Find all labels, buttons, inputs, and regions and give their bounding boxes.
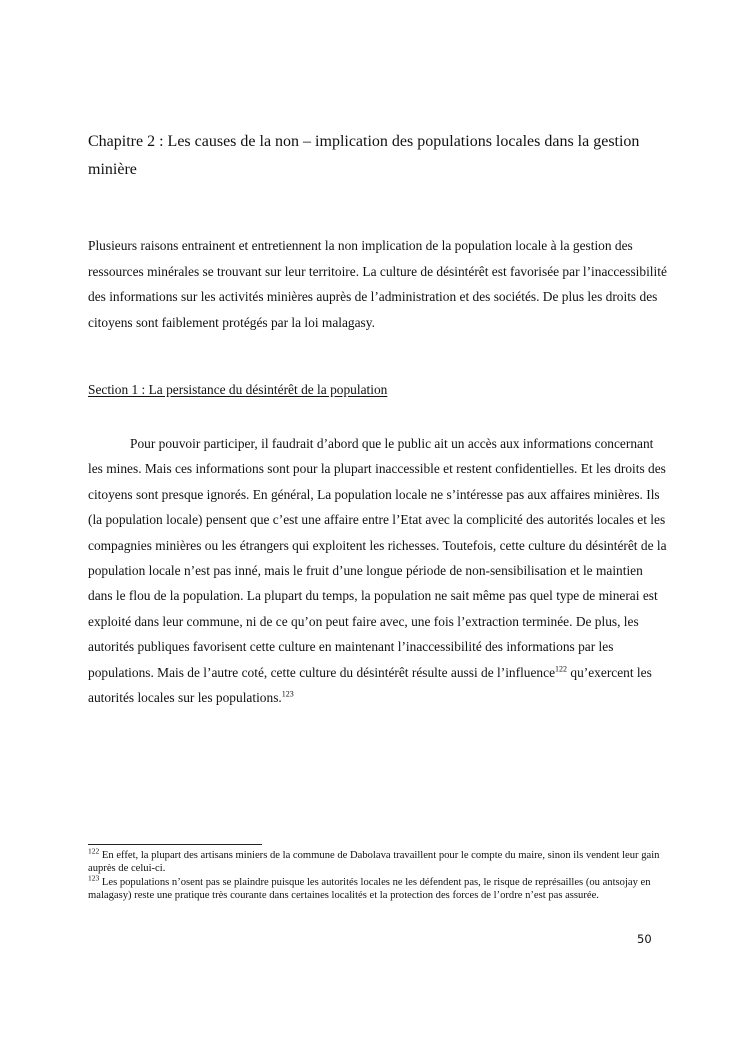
- body-paragraph: [88, 431, 668, 710]
- footnote-separator: [88, 844, 262, 845]
- footnotes: [88, 846, 668, 903]
- footnote-number: 123: [88, 873, 100, 883]
- footnote-123: [88, 873, 668, 903]
- body-text-tail: qu’exercent les autorités locales sur les populations.: [88, 664, 652, 706]
- page-number: 50: [637, 932, 652, 946]
- footnote-ref-122[interactable]: 122: [555, 664, 568, 674]
- footnote-text: En effet, la plupart des artisans miniers de la commune de Dabolava travaillent pour le compte du maire, sinon ils vendent leur gain auprès de celui-ci.: [88, 850, 660, 875]
- section-heading: Section 1 : La persistance du désintérêt de la population: [88, 382, 388, 397]
- body-text-main: Pour pouvoir participer, il faudrait d’abord que le public ait un accès aux informations concernant les mines. Mais ces informations sont pour la plupart inaccessible et restent confidentielles. Et les droits des citoyens sont presque ignorés. En général, La population locale ne s’intéresse pas aux affaires minières. Ils (la population locale) pensent que c’est une affaire entre l’Etat avec la complicité des autorités locales et les compagnies minières ou les étrangers qui exploitent les richesses. Toutefois, cette culture du désintérêt de la population locale n’est pas inné, mais le fruit d’une longue période de non-sensibilisation et le maintien dans le flou de la population. La plupart du temps, la population ne sait même pas quel type de minerai est exploité dans leur commune, ni de ce qu’on peut faire avec, une fois l’extraction terminée. De plus, les autorités publiques favorisent cette culture en maintenant l’inaccessibilité des informations par les populations. Mais de l’autre coté, cette culture du désintérêt résulte aussi de l’influence: [88, 436, 667, 680]
- footnote-text: Les populations n’osent pas se plaindre puisque les autorités locales ne les défendent pas, le risque de représailles (ou antsojay en malagasy) reste une pratique très courante dans certaines localités et la protection des forces de l’ordre n’est pas assurée.: [88, 876, 651, 902]
- footnote-122: [88, 846, 668, 876]
- chapter-title: Chapitre 2 : Les causes de la non – implication des populations locales dans la gestion minière: [88, 133, 640, 178]
- footnote-ref-123[interactable]: 123: [281, 689, 294, 699]
- footnote-number: 122: [88, 846, 100, 856]
- intro-paragraph: Plusieurs raisons entrainent et entretiennent la non implication de la population locale à la gestion des ressources minérales se trouvant sur leur territoire. La culture de désintérêt est favorisée par l’inaccessibilité des informations sur les activités minières auprès de l’administration et des sociétés. De plus les droits des citoyens sont faiblement protégés par la loi malagasy.: [88, 238, 667, 330]
